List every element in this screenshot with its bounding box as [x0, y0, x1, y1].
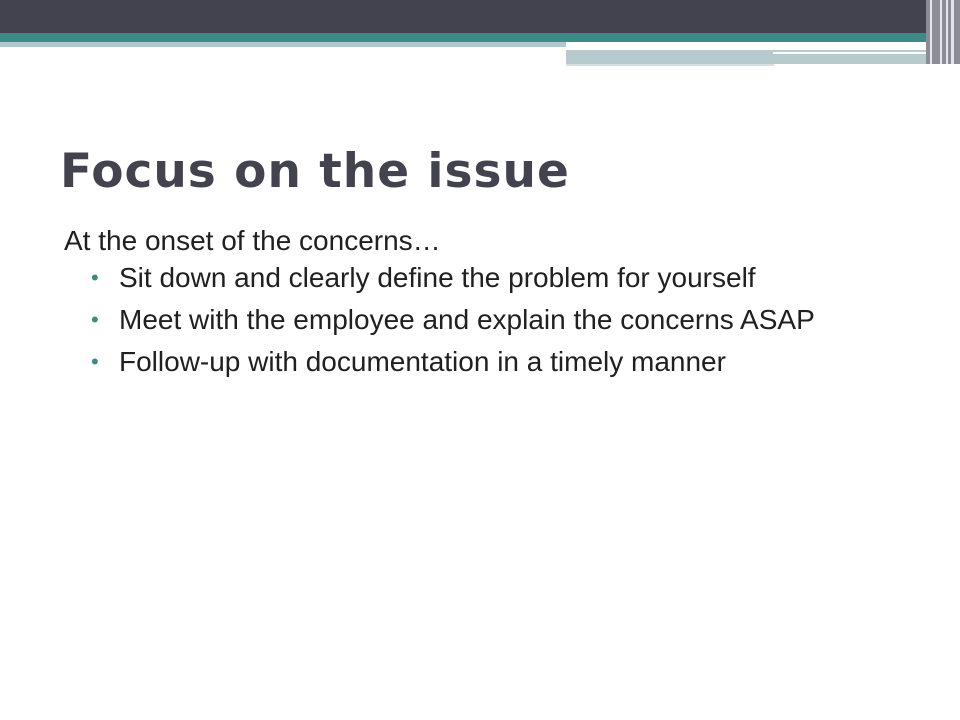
bullet-icon: • — [91, 349, 99, 374]
header-dark-bar — [0, 0, 960, 33]
bullet-text: Meet with the employee and explain the concerns ASAP — [119, 304, 815, 335]
header-stripe — [940, 0, 942, 64]
bullet-text: Follow-up with documentation in a timely manner — [119, 346, 726, 377]
slide-body — [64, 222, 864, 388]
bullet-icon: • — [91, 307, 99, 332]
bullet-list — [64, 262, 864, 378]
slide-title: Focus on the issue — [60, 144, 570, 199]
bullet-item — [64, 262, 864, 294]
header-gap-white — [566, 42, 960, 48]
bullet-item — [64, 304, 864, 336]
header-under-shadow — [566, 64, 774, 66]
header-stripe — [946, 0, 948, 64]
intro-text: At the onset of the concerns… — [64, 225, 441, 256]
header-light-bar-left — [0, 42, 570, 47]
bullet-icon: • — [91, 265, 99, 290]
header-vertical-stripes — [926, 0, 960, 64]
header-stripe — [930, 0, 932, 64]
header-teal-bar — [0, 33, 960, 42]
bullet-item — [64, 346, 864, 378]
bullet-text: Sit down and clearly define the problem for yourself — [119, 262, 756, 293]
header-stripe — [951, 0, 954, 64]
